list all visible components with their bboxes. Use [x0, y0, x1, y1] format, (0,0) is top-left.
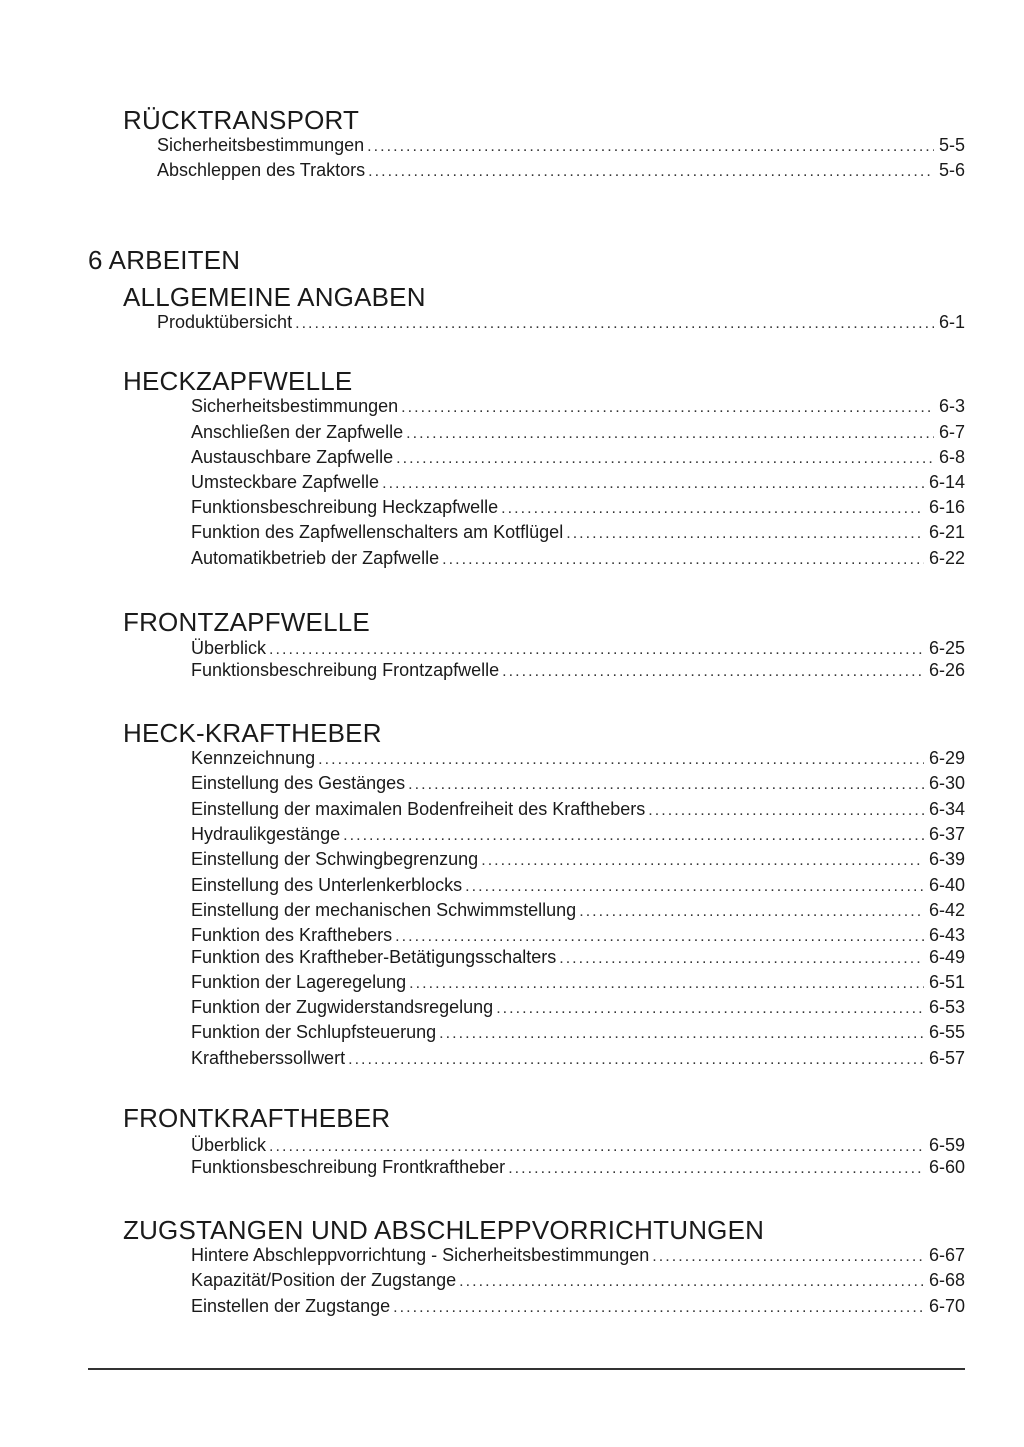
toc-entry-page: 6-59 — [928, 1135, 965, 1155]
toc-entry[interactable] — [191, 1020, 965, 1044]
chapter-title: 6 ARBEITEN — [88, 245, 241, 275]
toc-entry[interactable] — [191, 420, 965, 444]
toc-entry-page: 5-6 — [938, 160, 965, 180]
toc-entry-label: Funktion des Zapfwellenschalters am Kotflügel — [191, 522, 564, 542]
section-title-heckzapfwelle: HECKZAPFWELLE — [123, 366, 353, 396]
dot-leader — [439, 1022, 924, 1046]
toc-entry[interactable] — [191, 873, 965, 897]
toc-entry-page: 6-55 — [928, 1022, 965, 1042]
section-title-frontkraftheber: FRONTKRAFTHEBER — [123, 1103, 391, 1133]
section-title-heck-kraftheber: HECK-KRAFTHEBER — [123, 718, 382, 748]
dot-leader — [559, 947, 924, 971]
toc-entry-page: 6-70 — [928, 1296, 965, 1316]
toc-entry-label: Sicherheitsbestimmungen — [191, 396, 399, 416]
toc-entry-label: Funktion der Schlupfsteuerung — [191, 1022, 437, 1042]
dot-leader — [508, 1157, 924, 1181]
toc-entry-label: Überblick — [191, 638, 267, 658]
toc-entry-page: 6-40 — [928, 875, 965, 895]
dot-leader — [496, 997, 924, 1021]
toc-entry-label: Kraftheberssollwert — [191, 1048, 346, 1068]
toc-entry[interactable] — [191, 771, 965, 795]
toc-entry[interactable] — [191, 945, 965, 969]
toc-entry[interactable] — [157, 133, 965, 157]
toc-entry-page: 6-57 — [928, 1048, 965, 1068]
toc-entry-label: Funktionsbeschreibung Heckzapfwelle — [191, 497, 499, 517]
toc-entry-page: 6-25 — [928, 638, 965, 658]
toc-entry-page: 6-51 — [928, 972, 965, 992]
toc-entry-label: Automatikbetrieb der Zapfwelle — [191, 548, 440, 568]
toc-entry[interactable] — [191, 923, 965, 947]
toc-entry-label: Einstellung der mechanischen Schwimmstellung — [191, 900, 577, 920]
footer-divider — [88, 1368, 965, 1370]
toc-entry[interactable] — [191, 746, 965, 770]
section-title-frontzapfwelle: FRONTZAPFWELLE — [123, 607, 370, 637]
toc-entry[interactable] — [191, 495, 965, 519]
toc-entry[interactable] — [191, 797, 965, 821]
toc-entry-page: 6-30 — [928, 773, 965, 793]
toc-entry-label: Einstellen der Zugstange — [191, 1296, 391, 1316]
dot-leader — [409, 972, 924, 996]
toc-entry[interactable] — [157, 158, 965, 182]
dot-leader — [406, 422, 934, 446]
dot-leader — [367, 135, 934, 159]
dot-leader — [343, 824, 924, 848]
toc-entry-page: 6-7 — [938, 422, 965, 442]
toc-entry[interactable] — [191, 1046, 965, 1070]
section-title-ruecktransport: RÜCKTRANSPORT — [123, 105, 360, 135]
toc-entry-page: 6-39 — [928, 849, 965, 869]
toc-entry[interactable] — [191, 445, 965, 469]
toc-entry-page: 6-53 — [928, 997, 965, 1017]
dot-leader — [368, 160, 934, 184]
dot-leader — [459, 1270, 924, 1294]
dot-leader — [393, 1296, 924, 1320]
toc-entry-label: Funktion der Zugwiderstandsregelung — [191, 997, 494, 1017]
dot-leader — [481, 849, 924, 873]
dot-leader — [382, 472, 924, 496]
toc-entry-page: 6-8 — [938, 447, 965, 467]
toc-entry-page: 6-42 — [928, 900, 965, 920]
dot-leader — [396, 447, 934, 471]
toc-entry-page: 6-1 — [938, 312, 965, 332]
toc-entry[interactable] — [191, 394, 965, 418]
toc-entry-label: Überblick — [191, 1135, 267, 1155]
toc-entry-label: Funktionsbeschreibung Frontzapfwelle — [191, 660, 500, 680]
toc-entry-page: 6-16 — [928, 497, 965, 517]
dot-leader — [442, 548, 924, 572]
toc-entry-page: 6-26 — [928, 660, 965, 680]
dot-leader — [318, 748, 924, 772]
toc-entry[interactable] — [157, 310, 965, 334]
toc-entry-label: Einstellung der maximalen Bodenfreiheit des Krafthebers — [191, 799, 646, 819]
dot-leader — [408, 773, 924, 797]
dot-leader — [652, 1245, 924, 1269]
toc-entry-label: Hydraulikgestänge — [191, 824, 341, 844]
toc-entry-label: Einstellung des Gestänges — [191, 773, 406, 793]
toc-entry-label: Umsteckbare Zapfwelle — [191, 472, 380, 492]
toc-entry-label: Einstellung der Schwingbegrenzung — [191, 849, 479, 869]
toc-entry-page: 6-49 — [928, 947, 965, 967]
dot-leader — [579, 900, 924, 924]
toc-entry[interactable] — [191, 822, 965, 846]
toc-entry-label: Funktionsbeschreibung Frontkraftheber — [191, 1157, 506, 1177]
toc-entry-page: 6-68 — [928, 1270, 965, 1290]
toc-entry-page: 6-22 — [928, 548, 965, 568]
toc-entry-page: 6-67 — [928, 1245, 965, 1265]
toc-entry[interactable] — [191, 1243, 965, 1267]
toc-entry[interactable] — [191, 658, 965, 682]
toc-entry-label: Abschleppen des Traktors — [157, 160, 366, 180]
toc-entry-page: 5-5 — [938, 135, 965, 155]
section-title-zugstangen: ZUGSTANGEN UND ABSCHLEPPVORRICHTUNGEN — [123, 1215, 765, 1245]
toc-entry-label: Sicherheitsbestimmungen — [157, 135, 365, 155]
toc-entry-label: Kennzeichnung — [191, 748, 316, 768]
toc-entry[interactable] — [191, 1268, 965, 1292]
toc-entry-label: Anschließen der Zapfwelle — [191, 422, 404, 442]
toc-entry-page: 6-43 — [928, 925, 965, 945]
toc-entry-label: Funktion der Lageregelung — [191, 972, 407, 992]
toc-entry-page: 6-21 — [928, 522, 965, 542]
dot-leader — [648, 799, 924, 823]
toc-entry[interactable] — [191, 1294, 965, 1318]
toc-entry[interactable] — [191, 546, 965, 570]
toc-entry-label: Austauschbare Zapfwelle — [191, 447, 394, 467]
toc-entry-label: Kapazität/Position der Zugstange — [191, 1270, 457, 1290]
toc-entry-label: Hintere Abschleppvorrichtung - Sicherheitsbestimmungen — [191, 1245, 650, 1265]
toc-entry-page: 6-34 — [928, 799, 965, 819]
toc-entry[interactable] — [191, 1133, 965, 1157]
toc-entry-label: Funktion des Kraftheber-Betätigungsschalters — [191, 947, 557, 967]
toc-entry-page: 6-29 — [928, 748, 965, 768]
toc-entry-page: 6-60 — [928, 1157, 965, 1177]
toc-entry-page: 6-14 — [928, 472, 965, 492]
toc-entry[interactable] — [191, 636, 965, 660]
dot-leader — [502, 660, 924, 684]
toc-entry-label: Produktübersicht — [157, 312, 293, 332]
section-title-allgemeine-angaben: ALLGEMEINE ANGABEN — [123, 282, 426, 312]
toc-entry[interactable] — [191, 898, 965, 922]
toc-entry[interactable] — [191, 847, 965, 871]
toc-entry[interactable] — [191, 995, 965, 1019]
dot-leader — [348, 1048, 924, 1072]
dot-leader — [501, 497, 924, 521]
toc-entry[interactable] — [191, 970, 965, 994]
toc-entry[interactable] — [191, 470, 965, 494]
dot-leader — [401, 396, 934, 420]
toc-entry-label: Funktion des Krafthebers — [191, 925, 393, 945]
toc-entry-page: 6-37 — [928, 824, 965, 844]
dot-leader — [295, 312, 934, 336]
dot-leader — [566, 522, 924, 546]
toc-entry-page: 6-3 — [938, 396, 965, 416]
toc-entry[interactable] — [191, 520, 965, 544]
toc-entry-label: Einstellung des Unterlenkerblocks — [191, 875, 463, 895]
dot-leader — [465, 875, 924, 899]
toc-entry[interactable] — [191, 1155, 965, 1179]
